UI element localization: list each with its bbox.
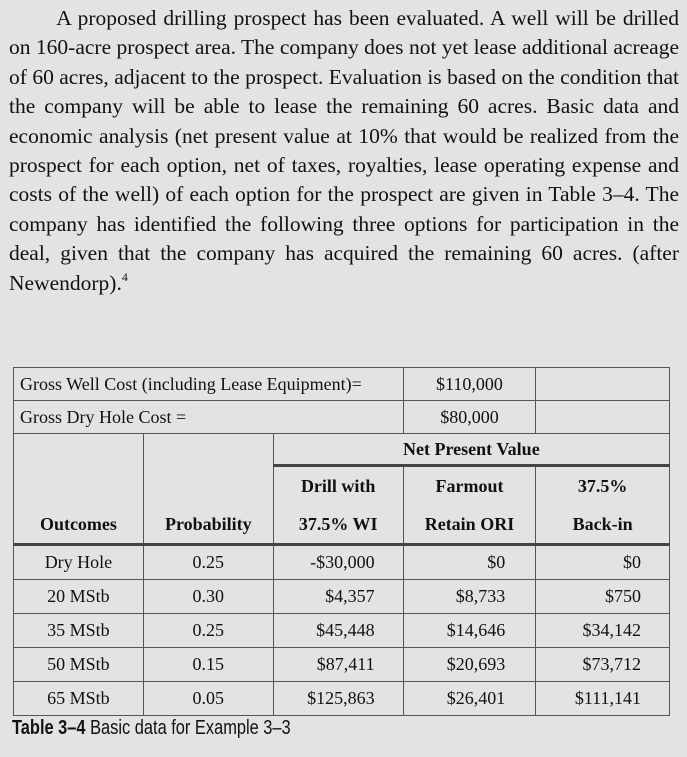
npv-header: Net Present Value	[273, 434, 669, 466]
drill-npv-cell: $45,448	[273, 614, 403, 648]
table-number: Table 3–4	[12, 717, 86, 739]
col-drill-line2: 37.5% WI	[273, 505, 403, 545]
col-farmout-line2: Retain ORI	[403, 505, 536, 545]
npv-header-row	[14, 434, 670, 466]
drill-npv-cell: $125,863	[273, 682, 403, 716]
farmout-npv-cell: $8,733	[403, 580, 536, 614]
outcome-cell: 50 MStb	[14, 648, 144, 682]
backin-npv-cell: $34,142	[536, 614, 670, 648]
table-caption	[12, 717, 291, 740]
backin-npv-cell: $111,141	[536, 682, 670, 716]
paragraph-text: A proposed drilling prospect has been evaluated. A well will be drilled on 160-acre prospect area. The company does not yet lease additional acreage of 60 acres, adjacent to the prospect. Evaluation is based on the condition that the company will be able to lease the remaining 60 acres. Basic data and economic analysis (net present value at 10% that would be realized from the prospect for each option, net of taxes, royalties, lease operating expense and costs of the well) of each option for the prospect are given in Table 3–4. The company has identified the following three options for participation in the deal, given that the company has acquired the remaining 60 acres. (after Newendorp).	[9, 6, 679, 295]
backin-npv-cell: $750	[536, 580, 670, 614]
gross-well-cost-label: Gross Well Cost (including Lease Equipment)=	[14, 368, 404, 401]
drill-npv-cell: $4,357	[273, 580, 403, 614]
drill-npv-cell: $87,411	[273, 648, 403, 682]
column-header-row-1	[14, 466, 670, 506]
probability-cell: 0.30	[143, 580, 273, 614]
table-row	[14, 580, 670, 614]
backin-npv-cell: $73,712	[536, 648, 670, 682]
outcome-cell: 65 MStb	[14, 682, 144, 716]
problem-paragraph	[9, 4, 679, 298]
gross-dry-hole-label: Gross Dry Hole Cost =	[14, 401, 404, 434]
gross-dry-hole-row	[14, 401, 670, 434]
col-drill-line1: Drill with	[273, 466, 403, 506]
col-outcomes: Outcomes	[14, 505, 144, 545]
probability-cell: 0.25	[143, 545, 273, 580]
outcome-cell: 35 MStb	[14, 614, 144, 648]
drill-npv-cell: -$30,000	[273, 545, 403, 580]
table-row	[14, 545, 670, 580]
gross-dry-hole-value: $80,000	[403, 401, 536, 434]
farmout-npv-cell: $20,693	[403, 648, 536, 682]
farmout-npv-cell: $14,646	[403, 614, 536, 648]
outcome-cell: Dry Hole	[14, 545, 144, 580]
farmout-npv-cell: $0	[403, 545, 536, 580]
backin-npv-cell: $0	[536, 545, 670, 580]
farmout-npv-cell: $26,401	[403, 682, 536, 716]
outcome-cell: 20 MStb	[14, 580, 144, 614]
caption-text: Basic data for Example 3–3	[90, 717, 291, 739]
basic-data-table	[13, 367, 670, 716]
probability-cell: 0.05	[143, 682, 273, 716]
table-row	[14, 682, 670, 716]
table-row	[14, 614, 670, 648]
col-probability: Probability	[143, 505, 273, 545]
col-farmout-line1: Farmout	[403, 466, 536, 506]
footnote-marker: 4	[121, 269, 128, 284]
gross-well-cost-value: $110,000	[403, 368, 536, 401]
col-backin-line2: Back-in	[536, 505, 670, 545]
col-backin-line1: 37.5%	[536, 466, 670, 506]
table-row	[14, 648, 670, 682]
gross-well-cost-row	[14, 368, 670, 401]
probability-cell: 0.15	[143, 648, 273, 682]
column-header-row-2	[14, 505, 670, 545]
probability-cell: 0.25	[143, 614, 273, 648]
